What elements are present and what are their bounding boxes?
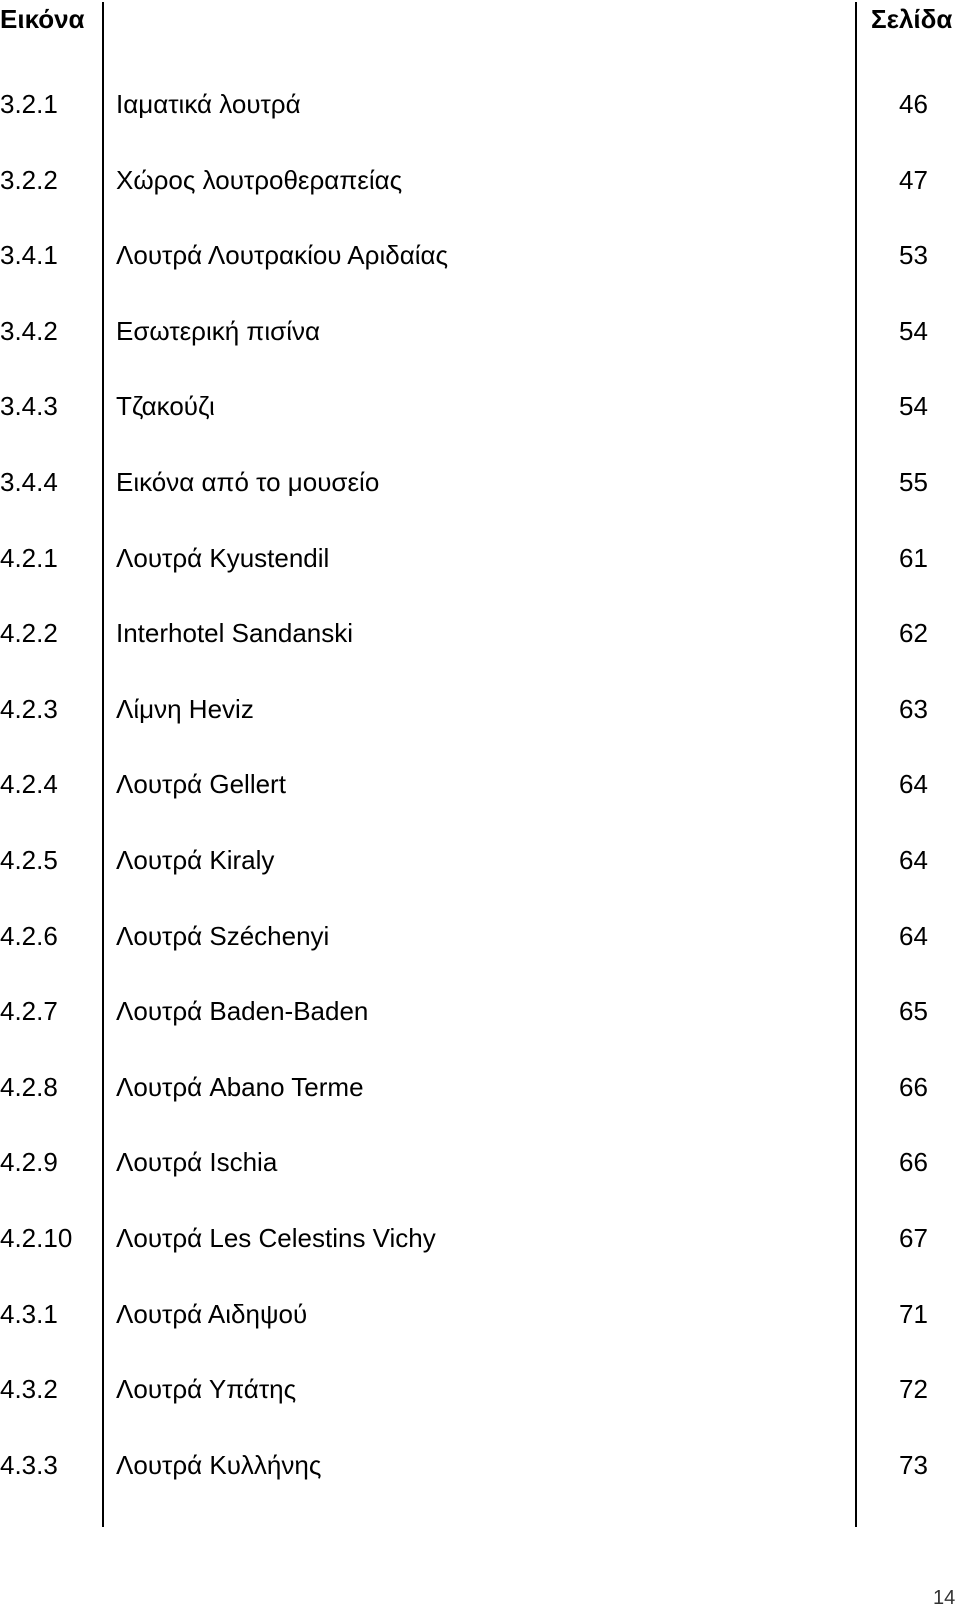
figure-title: Λουτρά Abano Terme: [116, 1071, 364, 1102]
figure-title: Εικόνα από το μουσείο: [116, 466, 380, 497]
figure-number: 4.3.1: [0, 1298, 58, 1329]
figure-page: 64: [899, 844, 928, 875]
figure-number: 4.2.3: [0, 693, 58, 724]
list-item: [0, 541, 960, 617]
figure-title: Interhotel Sandanski: [116, 618, 354, 649]
figure-page: 46: [899, 89, 928, 119]
figure-number: 4.2.9: [0, 1147, 58, 1178]
list-item: [0, 994, 960, 1070]
figure-page: 71: [899, 1298, 928, 1329]
figure-title: Ιαματικά λουτρά: [116, 89, 301, 119]
figure-number: 4.3.2: [0, 1374, 58, 1405]
page-number: 14: [933, 1587, 956, 1609]
figure-number: 4.2.4: [0, 769, 58, 800]
figure-number: 4.2.6: [0, 920, 58, 951]
figure-title: Λουτρά Széchenyi: [116, 920, 330, 951]
figure-page: 72: [899, 1374, 928, 1405]
figure-list: [0, 87, 960, 1523]
figure-title: Λίμνη Heviz: [116, 693, 254, 724]
figure-number: 4.2.1: [0, 542, 58, 573]
figure-number: 4.2.5: [0, 844, 58, 875]
figure-title: Χώρος λουτροθεραπείας: [116, 164, 403, 195]
figure-number: 4.3.3: [0, 1449, 58, 1480]
figure-number: 4.2.7: [0, 996, 58, 1027]
figure-title: Λουτρά Αιδηψού: [116, 1298, 308, 1329]
list-item: [0, 767, 960, 843]
figure-page: 65: [899, 996, 928, 1027]
list-item: [0, 238, 960, 314]
figure-title: Λουτρά Ischia: [116, 1147, 278, 1178]
list-item: [0, 1372, 960, 1448]
header-image-column: Εικόνα: [0, 4, 85, 34]
figure-number: 3.4.2: [0, 315, 58, 346]
figure-title: Λουτρά Kiraly: [116, 844, 275, 875]
list-item: [0, 692, 960, 768]
figure-number: 3.4.3: [0, 391, 58, 422]
figure-page: 62: [899, 618, 928, 649]
list-item: [0, 1448, 960, 1524]
figure-number: 4.2.8: [0, 1071, 58, 1102]
figure-number: 3.2.1: [0, 89, 58, 119]
list-item: [0, 1145, 960, 1221]
figure-title: Λουτρά Λουτρακίου Αριδαίας: [116, 240, 449, 271]
list-item: [0, 465, 960, 541]
figure-page: 73: [899, 1449, 928, 1480]
figure-page: 66: [899, 1147, 928, 1178]
figure-title: Λουτρά Κυλλήνης: [116, 1449, 322, 1480]
figure-title: Λουτρά Υπάτης: [116, 1374, 297, 1405]
list-item: [0, 389, 960, 465]
figure-title: Λουτρά Les Celestins Vichy: [116, 1222, 436, 1253]
figure-page: 47: [899, 164, 928, 195]
list-item: [0, 843, 960, 919]
figure-number: 3.4.4: [0, 466, 58, 497]
list-item: [0, 919, 960, 995]
figure-title: Λουτρά Kyustendil: [116, 542, 330, 573]
figure-number: 3.2.2: [0, 164, 58, 195]
list-item: [0, 1297, 960, 1373]
figure-number: 3.4.1: [0, 240, 58, 271]
header-page-column: Σελίδα: [871, 4, 953, 34]
list-item: [0, 1221, 960, 1297]
list-item: [0, 163, 960, 239]
figure-title: Λουτρά Gellert: [116, 769, 286, 800]
figure-title: Λουτρά Baden-Baden: [116, 996, 369, 1027]
list-item: [0, 616, 960, 692]
figure-page: 64: [899, 769, 928, 800]
figure-page: 63: [899, 693, 928, 724]
figure-page: 61: [899, 542, 928, 573]
figure-page: 54: [899, 315, 928, 346]
list-item: [0, 1070, 960, 1146]
figure-page: 53: [899, 240, 928, 271]
figure-number: 4.2.10: [0, 1222, 73, 1253]
figure-page: 67: [899, 1222, 928, 1253]
figure-page: 64: [899, 920, 928, 951]
figure-page: 55: [899, 466, 928, 497]
figure-title: Τζακούζι: [116, 391, 215, 422]
list-item: [0, 314, 960, 390]
figure-title: Εσωτερική πισίνα: [116, 315, 321, 346]
figure-page: 54: [899, 391, 928, 422]
figure-page: 66: [899, 1071, 928, 1102]
figure-number: 4.2.2: [0, 618, 58, 649]
list-item: [0, 87, 960, 163]
